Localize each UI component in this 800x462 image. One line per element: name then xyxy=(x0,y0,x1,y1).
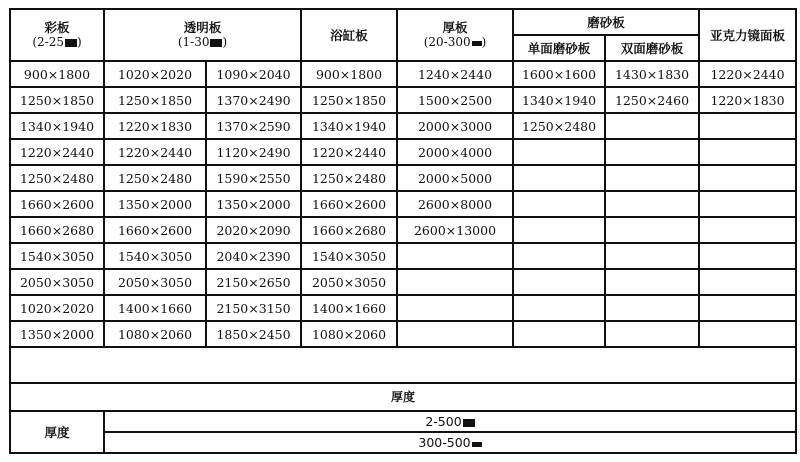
table-row xyxy=(10,113,796,139)
table-cell xyxy=(699,139,796,165)
table-cell xyxy=(605,165,699,191)
table-cell xyxy=(699,113,796,139)
table-cell: 900×1800 xyxy=(10,61,104,87)
thickness-label: 厚度 xyxy=(10,411,104,453)
table-cell xyxy=(397,321,513,347)
table-cell: 1850×2450 xyxy=(206,321,301,347)
header-moshaban-double: 双面磨砂板 xyxy=(605,35,699,61)
thickness-title: 厚度 xyxy=(10,383,796,411)
header-caiban-title: 彩板 xyxy=(44,20,70,36)
table-row xyxy=(10,165,796,191)
table-cell xyxy=(699,217,796,243)
thickness-value-2 xyxy=(104,432,796,453)
table-row xyxy=(10,295,796,321)
table-cell: 1350×2000 xyxy=(206,191,301,217)
header-houban-title: 厚板 xyxy=(442,20,468,36)
blank-row xyxy=(10,347,796,383)
table-cell xyxy=(513,321,605,347)
table-cell: 1660×2600 xyxy=(10,191,104,217)
table-cell: 1250×1850 xyxy=(301,87,397,113)
table-cell xyxy=(513,269,605,295)
table-cell: 2000×3000 xyxy=(397,113,513,139)
table-cell: 2150×2650 xyxy=(206,269,301,295)
table-cell: 1250×1850 xyxy=(104,87,206,113)
table-cell xyxy=(605,295,699,321)
header-moshaban: 磨砂板 xyxy=(513,9,699,35)
table-cell: 1590×2550 xyxy=(206,165,301,191)
table-cell: 2000×5000 xyxy=(397,165,513,191)
table-cell: 1240×2440 xyxy=(397,61,513,87)
table-cell xyxy=(397,269,513,295)
spec-table xyxy=(9,8,797,454)
thickness-value-1-text: 2-500 xyxy=(425,414,462,429)
table-cell xyxy=(605,321,699,347)
table-cell: 1250×2480 xyxy=(10,165,104,191)
table-cell: 1660×2680 xyxy=(301,217,397,243)
table-row xyxy=(10,321,796,347)
table-cell xyxy=(605,269,699,295)
table-row xyxy=(10,87,796,113)
table-cell: 2600×8000 xyxy=(397,191,513,217)
table-cell: 1340×1940 xyxy=(513,87,605,113)
blank-cell xyxy=(10,347,796,383)
table-cell xyxy=(699,191,796,217)
table-cell: 1080×2060 xyxy=(104,321,206,347)
table-cell: 1250×2480 xyxy=(104,165,206,191)
table-cell xyxy=(605,191,699,217)
thickness-title-row xyxy=(10,383,796,411)
table-row xyxy=(10,217,796,243)
table-cell: 1370×2590 xyxy=(206,113,301,139)
header-toumingban-range: (1-30 ) xyxy=(177,35,228,50)
table-cell xyxy=(699,165,796,191)
table-cell: 2040×2390 xyxy=(206,243,301,269)
table-cell xyxy=(605,217,699,243)
table-cell xyxy=(513,165,605,191)
table-row xyxy=(10,139,796,165)
table-cell: 1220×2440 xyxy=(699,61,796,87)
table-cell: 1250×2480 xyxy=(301,165,397,191)
table-cell xyxy=(699,269,796,295)
table-cell xyxy=(513,191,605,217)
thickness-value-1 xyxy=(104,411,796,432)
table-cell: 1540×3050 xyxy=(10,243,104,269)
table-cell: 1540×3050 xyxy=(104,243,206,269)
table-cell: 2050×3050 xyxy=(301,269,397,295)
table-cell: 1400×1660 xyxy=(104,295,206,321)
table-cell: 2020×2090 xyxy=(206,217,301,243)
table-cell: 1220×1830 xyxy=(104,113,206,139)
table-cell: 1600×1600 xyxy=(513,61,605,87)
table-cell: 1080×2060 xyxy=(301,321,397,347)
table-cell: 1660×2680 xyxy=(10,217,104,243)
table-cell: 1340×1940 xyxy=(10,113,104,139)
table-cell: 1220×2440 xyxy=(104,139,206,165)
table-cell xyxy=(699,295,796,321)
table-cell: 1660×2600 xyxy=(301,191,397,217)
header-yuganban: 浴缸板 xyxy=(301,9,397,61)
table-cell: 1350×2000 xyxy=(10,321,104,347)
table-cell: 1400×1660 xyxy=(301,295,397,321)
table-cell: 2050×3050 xyxy=(104,269,206,295)
table-cell: 1370×2490 xyxy=(206,87,301,113)
table-cell: 1500×2500 xyxy=(397,87,513,113)
table-cell: 1220×2440 xyxy=(301,139,397,165)
table-cell xyxy=(605,139,699,165)
header-houban xyxy=(397,9,513,61)
table-cell: 1430×1830 xyxy=(605,61,699,87)
table-cell: 900×1800 xyxy=(301,61,397,87)
table-row xyxy=(10,243,796,269)
thickness-value-2-text: 300-500 xyxy=(418,435,471,450)
table-cell xyxy=(699,321,796,347)
table-cell: 2600×13000 xyxy=(397,217,513,243)
header-caiban-range: (2-25 ) xyxy=(32,35,82,50)
table-cell: 1220×2440 xyxy=(10,139,104,165)
table-cell: 1350×2000 xyxy=(104,191,206,217)
header-toumingban xyxy=(104,9,301,61)
table-cell: 1250×1850 xyxy=(10,87,104,113)
table-row xyxy=(10,269,796,295)
header-moshaban-single: 单面磨砂板 xyxy=(513,35,605,61)
table-cell: 1220×1830 xyxy=(699,87,796,113)
header-houban-range: (20-300 ) xyxy=(423,35,487,50)
table-cell: 2000×4000 xyxy=(397,139,513,165)
table-cell xyxy=(513,243,605,269)
table-cell: 1660×2600 xyxy=(104,217,206,243)
table-cell: 1540×3050 xyxy=(301,243,397,269)
table-cell xyxy=(605,243,699,269)
table-cell: 1250×2460 xyxy=(605,87,699,113)
header-yakeli: 亚克力镜面板 xyxy=(699,9,796,61)
table-cell: 1120×2490 xyxy=(206,139,301,165)
table-cell xyxy=(605,113,699,139)
thickness-row xyxy=(10,432,796,453)
unit-glyph xyxy=(463,419,475,427)
table-cell xyxy=(397,295,513,321)
table-cell xyxy=(397,243,513,269)
table-cell: 2050×3050 xyxy=(10,269,104,295)
header-caiban xyxy=(10,9,104,61)
table-cell xyxy=(699,243,796,269)
header-toumingban-title: 透明板 xyxy=(183,20,222,36)
table-cell: 1250×2480 xyxy=(513,113,605,139)
table-row xyxy=(10,191,796,217)
table-row xyxy=(10,61,796,87)
table-cell: 1340×1940 xyxy=(301,113,397,139)
table-cell: 1020×2020 xyxy=(10,295,104,321)
table-cell: 2150×3150 xyxy=(206,295,301,321)
table-cell xyxy=(513,139,605,165)
table-cell: 1090×2040 xyxy=(206,61,301,87)
table-cell: 1020×2020 xyxy=(104,61,206,87)
unit-glyph xyxy=(472,442,482,447)
thickness-row xyxy=(10,411,796,432)
table-cell xyxy=(513,217,605,243)
table-cell xyxy=(513,295,605,321)
